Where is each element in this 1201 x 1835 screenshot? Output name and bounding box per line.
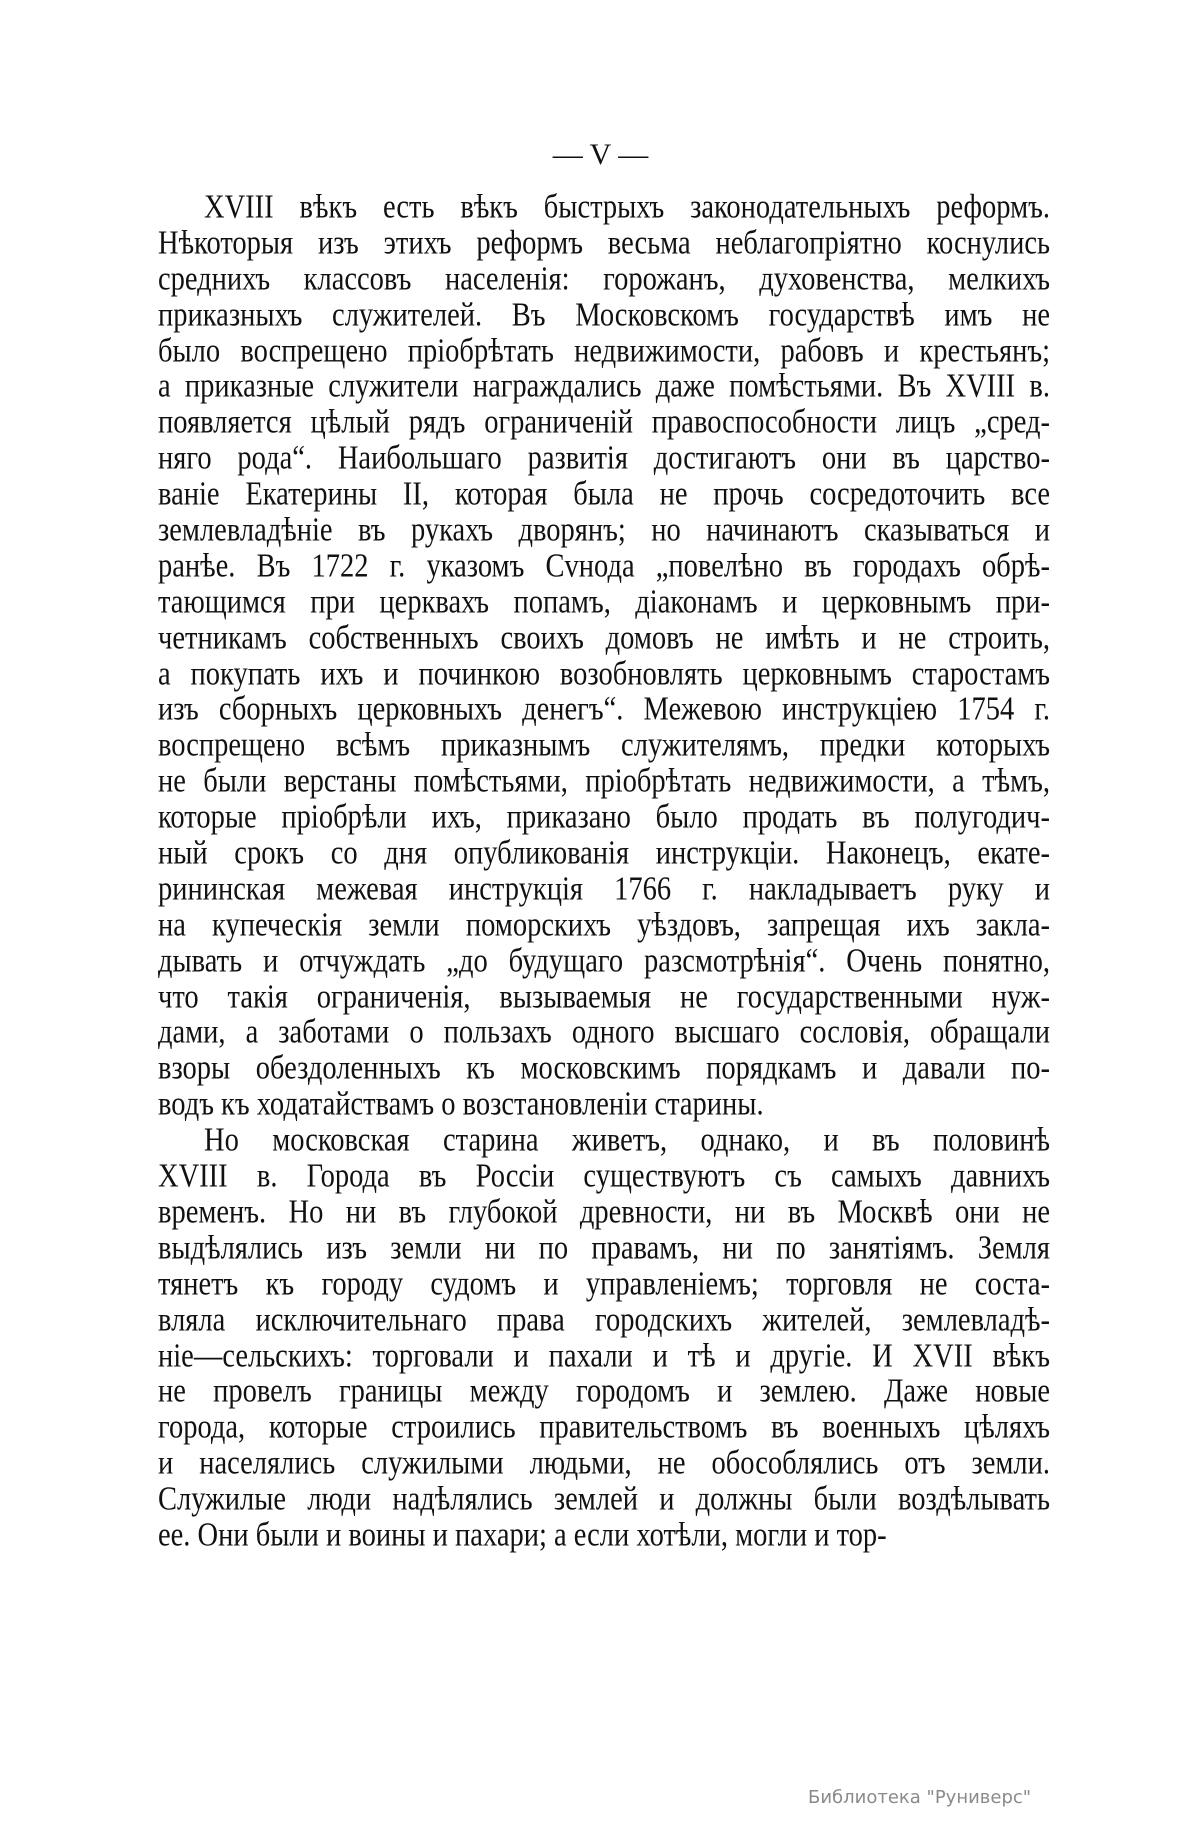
text-line: взоры обездоленныхъ къ московскимъ порядкамъ и давали по- (158, 1050, 1050, 1088)
text-line: XVIII в. Города въ Россіи существуютъ съ самыхъ давнихъ (158, 1158, 1050, 1195)
text-line: ранѣе. Въ 1722 г. указомъ Сvнода „повелѣно въ городахъ обрѣ- (158, 548, 1050, 585)
text-line: Но московская старина живетъ, однако, и въ половинѣ (204, 1122, 1050, 1159)
text-line: временъ. Но ни въ глубокой древности, ни въ Москвѣ они не (158, 1194, 1050, 1231)
text-line: ніе—сельскихъ: торговали и пахали и тѣ и другіе. И XVII вѣкъ (158, 1337, 1050, 1375)
text-line: рининская межевая инструкція 1766 г. накладываетъ руку и (158, 871, 1050, 908)
text-line: ный срокъ со дня опубликованія инструкціи. Наконецъ, екате- (158, 835, 1050, 872)
text-line: XVIII вѣкъ есть вѣкъ быстрыхъ законодательныхъ реформъ. (204, 189, 1050, 226)
text-line: появляется цѣлый рядъ ограниченій правоспособности лицъ „сред- (158, 404, 1050, 442)
text-line: тающимся при церквахъ попамъ, діаконамъ и церковнымъ при- (158, 583, 1050, 621)
text-line: дывать и отчуждать „до будущаго разсмотрѣнія“. Очень понятно, (158, 942, 1050, 980)
body-text (158, 190, 1050, 1554)
text-line: четникамъ собственныхъ своихъ домовъ не имѣть и не строить, (158, 619, 1050, 657)
text-line: дами, а заботами о пользахъ одного высшаго сословія, обращали (158, 1014, 1050, 1052)
page-number: — V — (552, 138, 649, 171)
text-line: водъ къ ходатайствамъ о возстановленіи старины. (158, 1086, 764, 1123)
library-watermark: Библиотека "Руниверс" (808, 1787, 1032, 1808)
text-line: тянетъ къ городу судомъ и управленіемъ; торговля не соста- (158, 1265, 1050, 1303)
text-line: а покупать ихъ и починкою возобновлять церковнымъ старостамъ (158, 655, 1050, 693)
text-line: землевладѣніе въ рукахъ дворянъ; но начинаютъ сказываться и (158, 512, 1050, 549)
text-line: ее. Они были и воины и пахари; а если хотѣли, могли и тор- (158, 1517, 887, 1554)
text-line: и населялись служилыми людьми, не обособлялись отъ земли. (158, 1445, 1050, 1482)
text-line: выдѣлялись изъ земли ни по правамъ, ни по занятіямъ. Земля (158, 1229, 1050, 1267)
text-line: было воспрещено пріобрѣтать недвижимости, рабовъ и крестьянъ; (158, 332, 1050, 370)
text-line: Нѣкоторыя изъ этихъ реформъ весьма неблагопріятно коснулись (158, 225, 1050, 262)
text-line: приказныхъ служителей. Въ Московскомъ государствѣ имъ не (158, 296, 1050, 334)
text-line: среднихъ классовъ населенія: горожанъ, духовенства, мелкихъ (158, 260, 1050, 298)
text-line: на купеческія земли поморскихъ уѣздовъ, запрещая ихъ закла- (158, 906, 1050, 944)
text-line: изъ сборныхъ церковныхъ денегъ“. Межевою инструкціею 1754 г. (158, 691, 1050, 729)
text-line: воспрещено всѣмъ приказнымъ служителямъ, предки которыхъ (158, 727, 1050, 765)
text-line: а приказные служители награждались даже помѣстьями. Въ XVIII в. (158, 368, 1050, 406)
text-line: вляла исключительнаго права городскихъ жителей, землевладѣ- (158, 1301, 1050, 1339)
text-line: Служилые люди надѣлялись землей и должны были воздѣлывать (158, 1481, 1050, 1518)
text-line: няго рода“. Наибольшаго развитія достигаютъ они въ царство- (158, 440, 1050, 477)
text-line: что такія ограниченія, вызываемыя не государственными нуж- (158, 978, 1050, 1016)
text-line: не провелъ границы между городомъ и землею. Даже новые (158, 1373, 1050, 1411)
text-line: города, которые строились правительствомъ въ военныхъ цѣляхъ (158, 1409, 1050, 1446)
text-line: которые пріобрѣли ихъ, приказано было продать въ полугодич- (158, 799, 1050, 836)
text-line: не были верстаны помѣстьями, пріобрѣтать недвижимости, а тѣмъ, (158, 763, 1050, 800)
text-line: ваніе Екатерины II, которая была не прочь сосредоточить все (158, 476, 1050, 513)
